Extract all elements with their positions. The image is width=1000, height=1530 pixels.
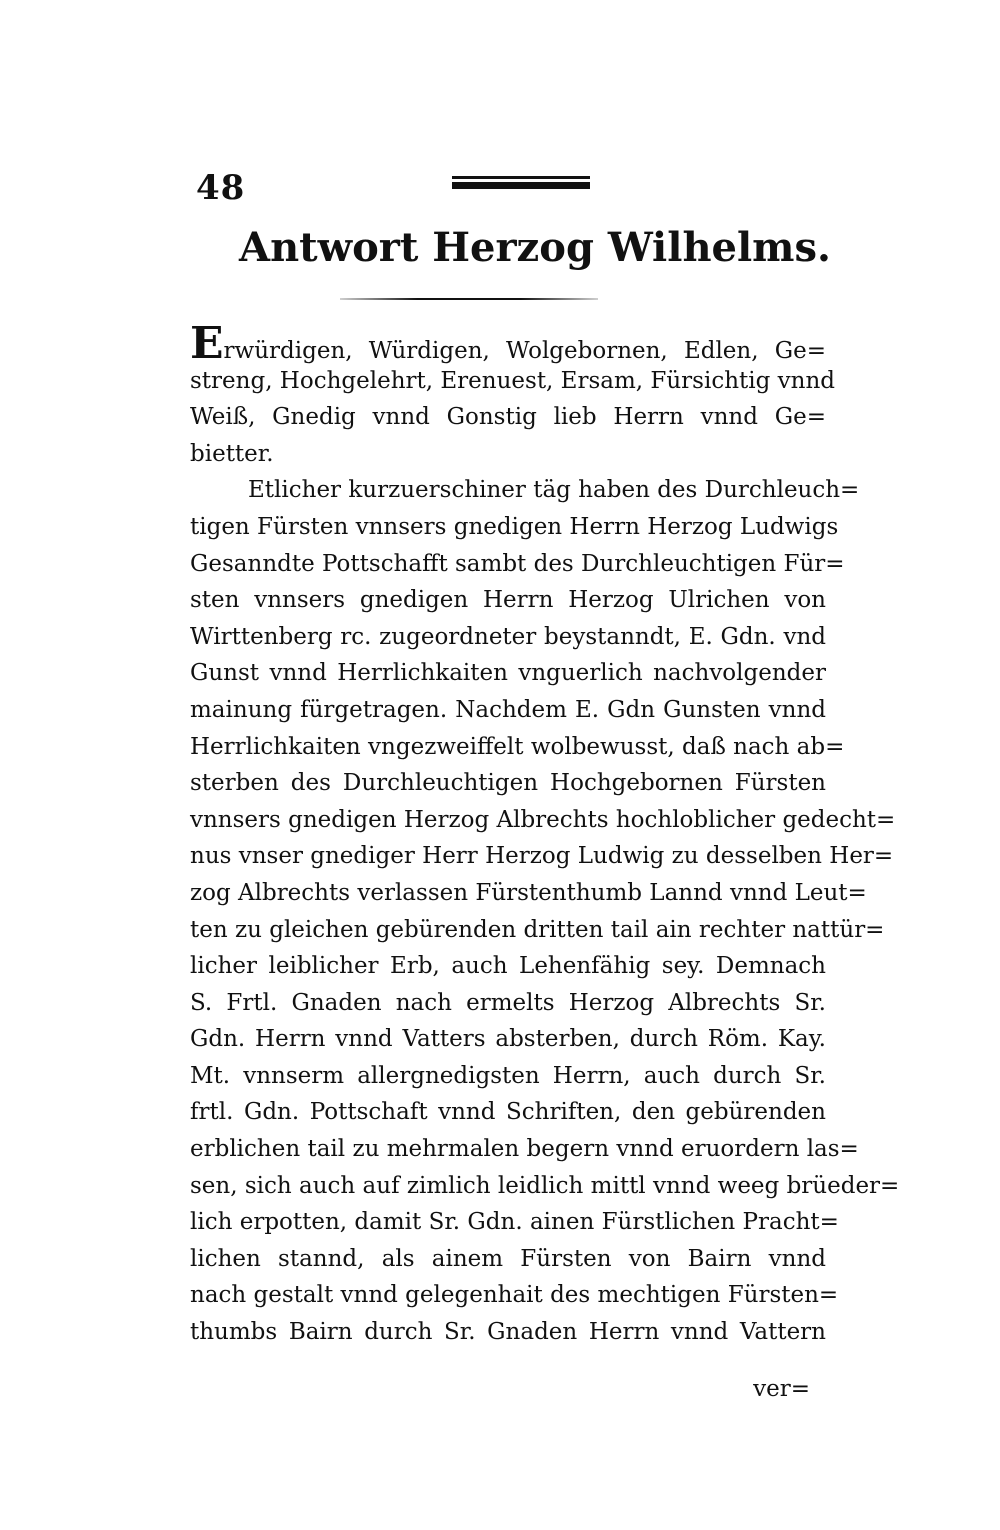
text-line: frtl. Gdn. Pottschaft vnnd Schriften, den gebürenden — [190, 1099, 826, 1126]
text-line: licher leiblicher Erb, auch Lehenfähig sey. Demnach — [190, 953, 826, 980]
rule-bar-thick — [452, 182, 590, 189]
text-line: tigen Fürsten vnnsers gnedigen Herrn Herzog Ludwigs — [190, 513, 839, 540]
page-heading — [0, 224, 1000, 271]
text-line: sen, sich auch auf zimlich leidlich mittl vnnd weeg brüeder= — [190, 1172, 900, 1199]
body-text — [190, 318, 900, 1351]
text-line: sterben des Durchleuchtigen Hochgebornen Fürsten — [190, 770, 826, 797]
catchword: ver= — [753, 1376, 810, 1402]
heading-text: Antwort Herzog Wilhelms. — [239, 224, 831, 271]
text-line: sten vnnsers gnedigen Herrn Herzog Ulrichen von — [190, 587, 826, 614]
page-number: 48 — [196, 168, 246, 208]
text-line: Gunst vnnd Herrlichkaiten vnguerlich nachvolgender — [190, 660, 826, 687]
rule-bar-thin — [452, 176, 590, 179]
text-line: Etlicher kurzuerschiner täg haben des Durchleuch= — [248, 477, 860, 504]
text-line: ten zu gleichen gebürenden dritten tail ain rechter nattür= — [190, 916, 885, 943]
text-line: Gdn. Herrn vnnd Vatters absterben, durch Röm. Kay. — [190, 1026, 826, 1053]
text-line: Gesanndte Pottschafft sambt des Durchleuchtigen Für= — [190, 550, 845, 577]
heading-divider-line — [340, 298, 598, 300]
text-line: lich erpotten, damit Sr. Gdn. ainen Fürstlichen Pracht= — [190, 1209, 839, 1236]
text-line: bietter. — [190, 440, 274, 467]
text-line: erblichen tail zu mehrmalen begern vnnd eruordern las= — [190, 1136, 859, 1163]
text-line: nus vnser gnediger Herr Herzog Ludwig zu desselben Her= — [190, 843, 894, 870]
text-line-content: rwürdigen, Würdigen, Wolgebornen, Edlen, Ge= — [223, 338, 826, 364]
drop-cap: E — [190, 318, 224, 369]
text-line: thumbs Bairn durch Sr. Gnaden Herrn vnnd Vattern — [190, 1319, 826, 1346]
text-line: S. Frtl. Gnaden nach ermelts Herzog Albrechts Sr. — [190, 989, 826, 1016]
text-line: Weiß, Gnedig vnnd Gonstig lieb Herrn vnnd Ge= — [190, 404, 826, 431]
text-line: Herrlichkaiten vngezweiffelt wolbewusst, daß nach ab= — [190, 733, 845, 760]
text-line — [190, 318, 826, 369]
text-line: nach gestalt vnnd gelegenhait des mechtigen Fürsten= — [190, 1282, 839, 1309]
text-line: lichen stannd, als ainem Fürsten von Bairn vnnd — [190, 1245, 826, 1272]
heading-divider — [340, 298, 598, 301]
ornamental-rule — [452, 176, 590, 192]
text-line: streng, Hochgelehrt, Erenuest, Ersam, Fürsichtig vnnd — [190, 367, 836, 394]
text-line: Wirttenberg rc. zugeordneter beystanndt, E. Gdn. vnd — [190, 623, 826, 650]
text-line: Mt. vnnserm allergnedigsten Herrn, auch durch Sr. — [190, 1062, 826, 1089]
text-line: zog Albrechts verlassen Fürstenthumb Lannd vnnd Leut= — [190, 879, 867, 906]
text-line: mainung fürgetragen. Nachdem E. Gdn Gunsten vnnd — [190, 696, 826, 723]
text-line: vnnsers gnedigen Herzog Albrechts hochloblicher gedecht= — [190, 806, 896, 833]
